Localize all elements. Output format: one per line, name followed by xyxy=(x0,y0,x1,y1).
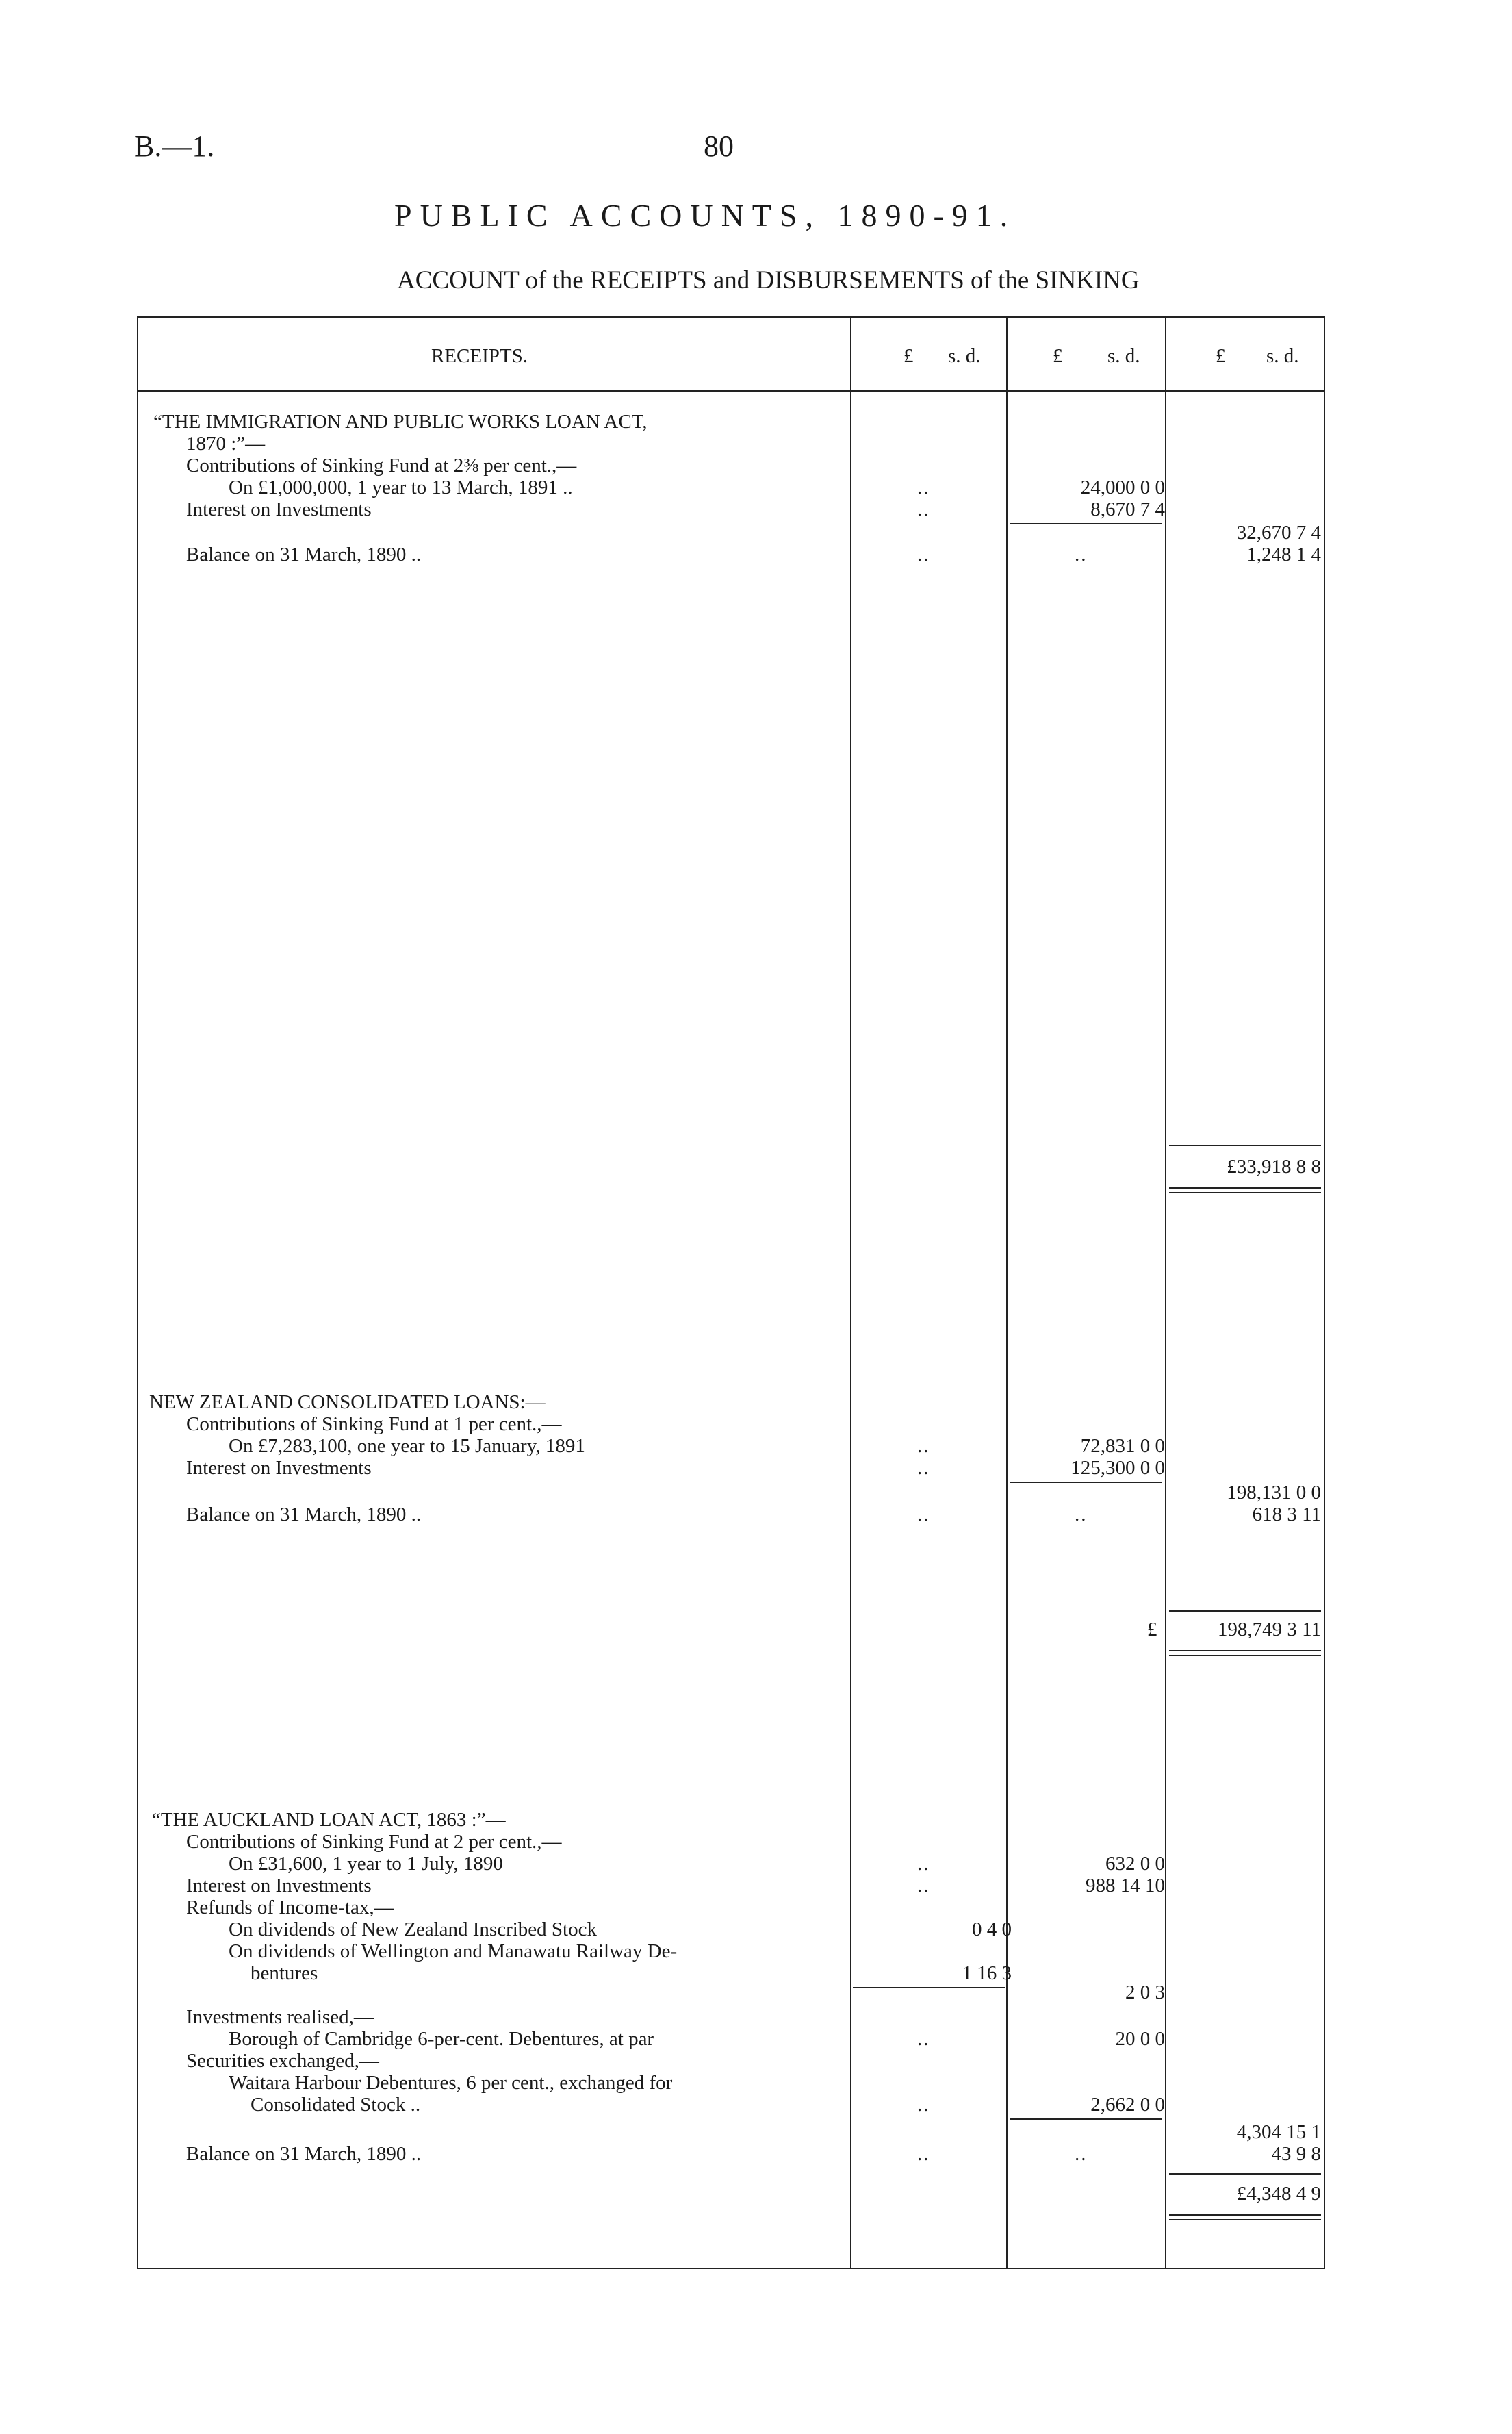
double-rule xyxy=(1169,1187,1321,1189)
refund-detail-cont: bentures xyxy=(251,1962,318,1984)
amount: 72,831 0 0 xyxy=(1080,1435,1165,1457)
column-rule xyxy=(850,318,851,2268)
amount: 20 0 0 xyxy=(1115,2028,1165,2050)
balance-label: Balance on 31 March, 1890 .. xyxy=(186,544,422,566)
amount: 988 14 10 xyxy=(1086,1875,1165,1897)
amount: 24,000 0 0 xyxy=(1080,477,1165,498)
contribution-detail: On £7,283,100, one year to 15 January, 1891 xyxy=(229,1435,585,1457)
document-code: B.—1. xyxy=(134,129,215,163)
section-title: “THE IMMIGRATION AND PUBLIC WORKS LOAN ACT, xyxy=(153,411,648,433)
interest-label: Interest on Investments xyxy=(186,1457,372,1479)
page-title: PUBLIC ACCOUNTS, 1890-91. xyxy=(394,198,1016,233)
section-total: 198,749 3 11 xyxy=(1217,1619,1321,1640)
receipts-table xyxy=(137,316,1325,2269)
amount: 8,670 7 4 xyxy=(1090,498,1165,520)
dot-leader: .. xyxy=(917,1853,930,1875)
column-rule xyxy=(1165,318,1166,2268)
interest-label: Interest on Investments xyxy=(186,1875,372,1897)
dot-leader: .. xyxy=(917,2028,930,2050)
contribution-label: Contributions of Sinking Fund at 1 per cent.,— xyxy=(186,1413,562,1435)
amount: 1 16 3 xyxy=(962,1962,1012,1984)
exchanged-detail-cont: Consolidated Stock .. xyxy=(251,2094,421,2116)
refunds-label: Refunds of Income-tax,— xyxy=(186,1897,394,1918)
dot-leader: .. xyxy=(917,498,930,520)
money-header-pounds: £ xyxy=(904,345,914,367)
dot-leader: .. xyxy=(917,2143,930,2165)
amount: 632 0 0 xyxy=(1105,1853,1165,1875)
total-rule xyxy=(1169,2173,1321,2175)
double-rule xyxy=(1169,2219,1321,2220)
sum-rule xyxy=(853,1987,1005,1988)
dot-leader: .. xyxy=(917,1435,930,1457)
amount: 43 9 8 xyxy=(1271,2143,1321,2165)
amount: 125,300 0 0 xyxy=(1071,1457,1165,1479)
interest-label: Interest on Investments xyxy=(186,498,372,520)
dot-leader: .. xyxy=(917,1875,930,1897)
table-border-right xyxy=(1324,318,1325,2268)
money-header-sd: s. d. xyxy=(1107,345,1140,367)
section-title-year: 1870 :”— xyxy=(186,433,266,455)
money-header-pounds: £ xyxy=(1216,345,1226,367)
subtotal: 32,670 7 4 xyxy=(1236,522,1321,544)
dot-leader: .. xyxy=(917,477,930,498)
balance-label: Balance on 31 March, 1890 .. xyxy=(186,1504,422,1525)
contribution-detail: On £31,600, 1 year to 1 July, 1890 xyxy=(229,1853,503,1875)
total-rule xyxy=(1169,1145,1321,1146)
double-rule xyxy=(1169,1655,1321,1656)
dot-leader: .. xyxy=(1075,1504,1088,1525)
realised-label: Investments realised,— xyxy=(186,2006,374,2028)
receipts-column-header: RECEIPTS. xyxy=(431,345,528,367)
money-header-sd: s. d. xyxy=(1266,345,1299,367)
money-header-pounds: £ xyxy=(1053,345,1063,367)
sum-rule xyxy=(1010,523,1162,524)
realised-detail: Borough of Cambridge 6-per-cent. Debentures, at par xyxy=(229,2028,654,2050)
sum-rule xyxy=(1010,1482,1162,1483)
double-rule xyxy=(1169,1650,1321,1651)
dot-leader: .. xyxy=(917,2094,930,2116)
section-title: NEW ZEALAND CONSOLIDATED LOANS:— xyxy=(149,1391,546,1413)
refund-detail: On dividends of Wellington and Manawatu Railway De- xyxy=(229,1940,678,1962)
exchanged-label: Securities exchanged,— xyxy=(186,2050,379,2072)
dot-leader: .. xyxy=(917,544,930,566)
account-subtitle: ACCOUNT of the RECEIPTS and DISBURSEMENTS of the SINKING xyxy=(397,266,1140,294)
subtotal: 198,131 0 0 xyxy=(1227,1482,1321,1504)
section-total: £4,348 4 9 xyxy=(1236,2183,1321,2205)
section-total: £33,918 8 8 xyxy=(1227,1156,1321,1178)
amount: 618 3 11 xyxy=(1252,1504,1321,1525)
amount: 1,248 1 4 xyxy=(1246,544,1321,566)
amount: 2 0 3 xyxy=(1125,1981,1165,2003)
section-title: “THE AUCKLAND LOAN ACT, 1863 :”— xyxy=(152,1809,506,1831)
header-rule xyxy=(137,390,1325,392)
dot-leader: .. xyxy=(1075,2143,1088,2165)
amount: 0 4 0 xyxy=(972,1918,1012,1940)
page-number: 80 xyxy=(704,129,734,163)
table-border-left xyxy=(137,318,138,2268)
contribution-label: Contributions of Sinking Fund at 2 per cent.,— xyxy=(186,1831,562,1853)
total-rule xyxy=(1169,1610,1321,1612)
balance-label: Balance on 31 March, 1890 .. xyxy=(186,2143,422,2165)
dot-leader: .. xyxy=(1075,544,1088,566)
total-currency-symbol: £ xyxy=(1147,1619,1157,1640)
subtotal: 4,304 15 1 xyxy=(1236,2121,1321,2143)
double-rule xyxy=(1169,1192,1321,1193)
double-rule xyxy=(1169,2214,1321,2216)
sum-rule xyxy=(1010,2118,1162,2120)
money-header-sd: s. d. xyxy=(948,345,981,367)
exchanged-detail: Waitara Harbour Debentures, 6 per cent., exchanged for xyxy=(229,2072,673,2094)
contribution-label: Contributions of Sinking Fund at 2⅜ per cent.,— xyxy=(186,455,577,477)
contribution-detail: On £1,000,000, 1 year to 13 March, 1891 .. xyxy=(229,477,573,498)
dot-leader: .. xyxy=(917,1504,930,1525)
refund-detail: On dividends of New Zealand Inscribed Stock xyxy=(229,1918,597,1940)
dot-leader: .. xyxy=(917,1457,930,1479)
amount: 2,662 0 0 xyxy=(1090,2094,1165,2116)
